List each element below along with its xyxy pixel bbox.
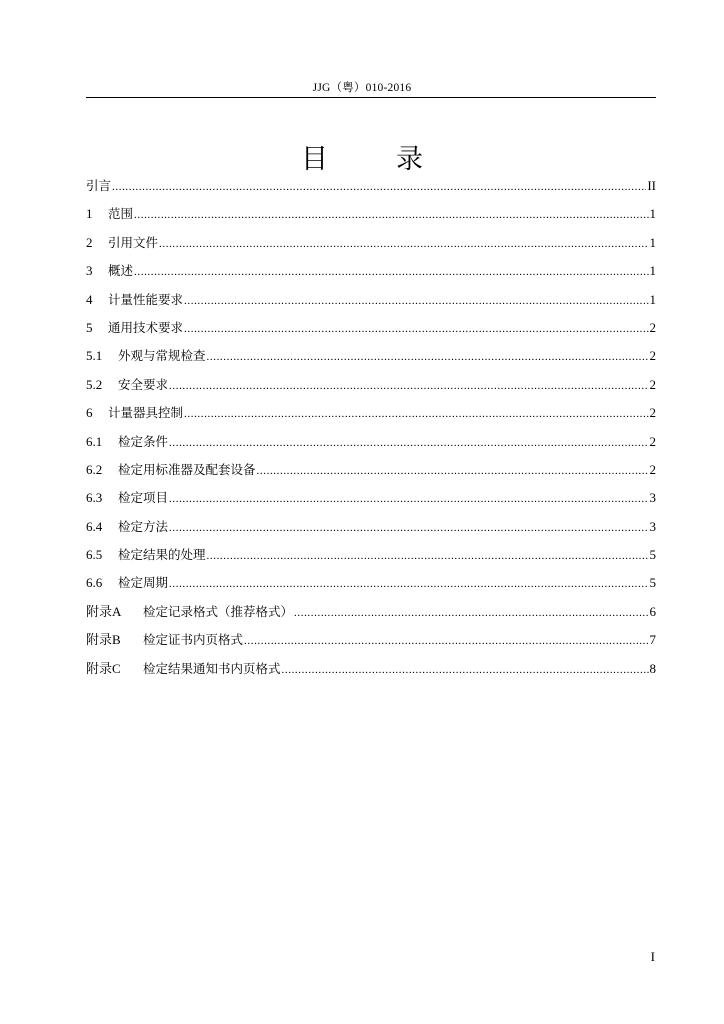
toc-dot-leader (169, 514, 648, 542)
toc-dot-leader (184, 400, 648, 428)
toc-entry-page: 3 (649, 490, 656, 506)
toc-entry-page: 3 (649, 518, 656, 534)
toc-dot-leader (134, 258, 648, 286)
toc-entry-appendix-a[interactable] (86, 598, 656, 626)
toc-entry-number: 6 (86, 405, 93, 421)
toc-entry-label: 引言 (86, 178, 112, 193)
toc-entry-intro[interactable] (86, 172, 656, 200)
toc-entry-page: 2 (649, 461, 656, 477)
toc-entry-label: 检定用标准器及配套设备 (118, 461, 256, 477)
toc-entry-label: 范围 (108, 206, 134, 222)
toc-entry-6-2[interactable] (86, 456, 656, 484)
toc-entry-6-4[interactable] (86, 513, 656, 541)
toc-entry-6[interactable] (86, 399, 656, 427)
toc-entry-label: 引用文件 (108, 234, 159, 250)
toc-entry-1[interactable] (86, 200, 656, 228)
toc-entry-number: 附录A (86, 603, 122, 619)
toc-entry-label: 检定记录格式（推荐格式） (143, 603, 294, 619)
toc-entry-6-3[interactable] (86, 484, 656, 512)
toc-entry-number: 3 (86, 263, 93, 279)
toc-entry-number: 6.1 (86, 433, 103, 449)
toc-dot-leader (184, 287, 648, 315)
toc-entry-label: 外观与常规检查 (118, 348, 206, 364)
toc-entry-label: 概述 (108, 263, 134, 279)
toc-entry-6-5[interactable] (86, 541, 656, 569)
toc-entry-label: 检定项目 (118, 490, 169, 506)
toc-entry-appendix-c[interactable] (86, 655, 656, 683)
toc-entry-label: 检定证书内页格式 (143, 632, 244, 648)
toc-dot-leader (112, 173, 646, 201)
toc-dot-leader (207, 343, 649, 371)
running-header: JJG（粤）010-2016 (312, 82, 412, 94)
toc-entry-number: 6.4 (86, 518, 103, 534)
toc-entry-2[interactable] (86, 229, 656, 257)
toc-dot-leader (282, 656, 649, 684)
toc-entry-label: 计量性能要求 (108, 291, 184, 307)
toc-entry-number: 6.5 (86, 547, 103, 563)
toc-entry-label: 检定条件 (118, 433, 169, 449)
toc-entry-6-6[interactable] (86, 569, 656, 597)
toc-entry-appendix-b[interactable] (86, 626, 656, 654)
toc-entry-number: 2 (86, 234, 93, 250)
toc-entry-6-1[interactable] (86, 428, 656, 456)
toc-entry-label: 检定结果的处理 (118, 547, 206, 563)
toc-dot-leader (169, 429, 648, 457)
toc-entry-label: 检定周期 (118, 575, 169, 591)
toc-entry-page: 2 (649, 376, 656, 392)
page-title (0, 137, 724, 176)
toc-entry-page: 5 (649, 547, 656, 563)
toc-entry-label: 检定结果通知书内页格式 (143, 660, 281, 676)
toc-entry-5-2[interactable] (86, 371, 656, 399)
toc-entry-page: 2 (649, 319, 656, 335)
toc-entry-page: 2 (649, 348, 656, 364)
toc-dot-leader (244, 627, 648, 655)
title-char-1: 目 (301, 144, 328, 175)
toc-entry-page: 5 (649, 575, 656, 591)
table-of-contents (86, 172, 656, 683)
toc-entry-number: 4 (86, 291, 93, 307)
toc-entry-page: 1 (649, 291, 656, 307)
toc-entry-page: 2 (649, 405, 656, 421)
toc-entry-4[interactable] (86, 286, 656, 314)
toc-entry-number: 1 (86, 206, 93, 222)
toc-entry-page: II (647, 178, 656, 193)
toc-entry-label: 安全要求 (118, 376, 169, 392)
toc-entry-page: 6 (649, 603, 656, 619)
toc-entry-page: 1 (649, 234, 656, 250)
toc-entry-3[interactable] (86, 257, 656, 285)
toc-dot-leader (159, 230, 648, 258)
toc-entry-number: 5.1 (86, 348, 103, 364)
toc-entry-5-1[interactable] (86, 342, 656, 370)
header-rule (86, 97, 656, 98)
toc-entry-number: 6.2 (86, 461, 103, 477)
toc-dot-leader (207, 542, 649, 570)
toc-entry-page: 1 (649, 206, 656, 222)
toc-entry-label: 计量器具控制 (108, 405, 184, 421)
toc-dot-leader (184, 315, 648, 343)
toc-entry-number: 6.3 (86, 490, 103, 506)
toc-entry-page: 7 (649, 632, 656, 648)
toc-entry-label: 通用技术要求 (108, 319, 184, 335)
toc-dot-leader (257, 457, 649, 485)
toc-dot-leader (294, 599, 648, 627)
toc-entry-page: 2 (649, 433, 656, 449)
toc-entry-page: 8 (649, 660, 656, 676)
title-char-2: 录 (396, 144, 423, 175)
toc-entry-label: 检定方法 (118, 518, 169, 534)
toc-entry-number: 5 (86, 319, 93, 335)
toc-dot-leader (169, 570, 648, 598)
toc-entry-5[interactable] (86, 314, 656, 342)
toc-entry-number: 附录B (86, 632, 121, 648)
toc-dot-leader (169, 372, 648, 400)
toc-entry-number: 5.2 (86, 376, 103, 392)
footer-page-number: I (650, 949, 655, 964)
toc-entry-number: 6.6 (86, 575, 103, 591)
toc-dot-leader (134, 201, 648, 229)
toc-entry-page: 1 (649, 263, 656, 279)
toc-dot-leader (169, 485, 648, 513)
toc-entry-number: 附录C (86, 660, 121, 676)
